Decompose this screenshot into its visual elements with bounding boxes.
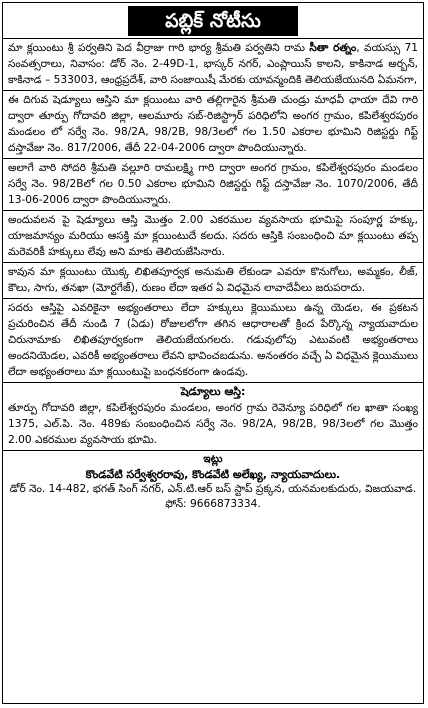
notice-paragraph-3: అలాగే వారి సోదరి శ్రీమతి వల్లూరి రామలక్ష్మి గారి ద్వారా అంగర గ్రామం, కపిలేశ్వరపురం మండలం సర్వే నెం. 98/2Bలో గల 0.50 ఎకరాల భూమిని రిజిస్టర్డు గిఫ్ట్ దస్తావేజు నెం. 1070/2006, తేదీ 13-06-2006 ద్వారా పొందియున్నారు. <box>3 158 423 210</box>
notice-title: పబ్లిక్ నోటీసు <box>128 6 298 36</box>
client-name-bold: సీతా రత్నం <box>309 42 357 54</box>
signoff <box>3 450 423 513</box>
notice-paragraph-6: సదరు ఆస్తిపై ఎవరికైనా అభ్యంతరాలు లేదా హక్కులు క్లెయిములు ఉన్న యెడల, ఈ ప్రకటన ప్రచురించిన తేదీ నుండి 7 (ఏడు) రోజులలోగా తగిన ఆధారాలతో క్రింద పేర్కొన్న న్యాయవాదుల చిరునామాకు లిఖితపూర్వకంగా తెలియజేయగలరు. గడువులోపు ఎటువంటి అభ్యంతరాలు అందనియెడల, ఎవరికీ అభ్యంతరాలు లేవని భావించబడును. అనంతరం వచ్చే ఏ విధమైన క్లెయిములు లేదా అభ్యంతరాలు మా క్లయింటుపై బంధనకరంగా ఉండవు. <box>3 298 423 382</box>
schedule-text: తూర్పు గోదావరి జిల్లా, కపిలేశ్వరపురం మండలం, అంగర గ్రామ రెవెన్యూ పరిధిలో గల ఖాతా సంఖ్య 1375, ఎల్.పి. నెం. 489కు సంబంధించిన సర్వే నెం. 98/2A, 98/2B, 98/3లలో గల మొత్తం 2.00 ఎకరముల వ్యవసాయ భూమి. <box>8 402 418 446</box>
notice-paragraph-4: అందువలన పై షెడ్యూలు ఆస్తి మొత్తం 2.00 ఎకరముల వ్యవసాయ భూమిపై సంపూర్ణ హక్కు, యాజమాన్యం మరియు ఆసక్తి మా క్లయింటుదే కలదు. సదరు ఆస్తికి సంబంధించి మా క్లయింటు తప్ప మరెవరికీ హక్కులు లేవు అని మాకు తెలియజేసినారు. <box>3 210 423 262</box>
advocate-address: డోర్ నెం. 14-482, భగత్ సింగ్ నగర్, ఎన్.టి.ఆర్ బస్ స్టాప్ ప్రక్కన, యనమలకుదురు, విజయవాడ. ఫోన్: 9666873334. <box>9 483 417 510</box>
notice-paragraph-1 <box>3 38 423 90</box>
advocate-names: కొండవేటి సర్వేశ్వరరావు, కొండవేటి అలేఖ్య, న్యాయవాదులు. <box>85 468 341 481</box>
public-notice <box>2 2 424 704</box>
notice-paragraph-2: ఈ దిగువ షెడ్యూలు ఆస్తిని మా క్లయింటు వారి తల్లిగారైన శ్రీమతి చుండ్రు మాధవీ ఛాయా దేవి గారి ద్వారా తూర్పు గోదావరి జిల్లా, ఆలమూరు సబ్-రిజిస్ట్రార్ పరిధిలోని అంగర గ్రామం, కపిలేశ్వరపురం మండలం లో సర్వే నెం. 98/2A, 98/2B, 98/3లలో గల 1.50 ఎకరాల భూమిని రిజిస్టర్డు గిఫ్ట్ దస్తావేజు నెం. 817/2006, తేదీ 22-04-2006 ద్వారా పొందియున్నారు. <box>3 90 423 158</box>
client-intro-text: మా క్లయింటు శ్రీ పర్వతిని పెద వీర్రాజు గారి భార్య శ్రీమతి పర్వతిని రామ సీతా రత్నం, వయస్సు 71 సంవత్సరాలు, నివాసం: డోర్ నెం. 2-49D-1, భాస్కర్ నగర్, ఎంప్లాయిస్ కాలని, కాకినాడ అర్బన్, కాకినాడ – 533003, ఆంధ్రప్రదేశ్, వారి సంజాయిషీ మేరకు యావన్మందికి తెలియజేయునది ఏమనగా, <box>8 42 419 86</box>
notice-paragraph-5: కావున మా క్లయింటు యొక్క లిఖితపూర్వక అనుమతి లేకుండా ఎవరూ కొనుగోలు, అమ్మకం, లీజ్, కౌలు, సాగు, తనఖా (మోర్టగేజ్), రుణం లేదా ఇతర ఏ విధమైన లావాదేవీలు జరుపరాదు. <box>3 262 423 298</box>
schedule-title: షెడ్యూలు ఆస్తి: <box>180 385 246 398</box>
schedule-section <box>3 382 423 450</box>
signoff-label: ఇట్లు <box>203 453 223 465</box>
